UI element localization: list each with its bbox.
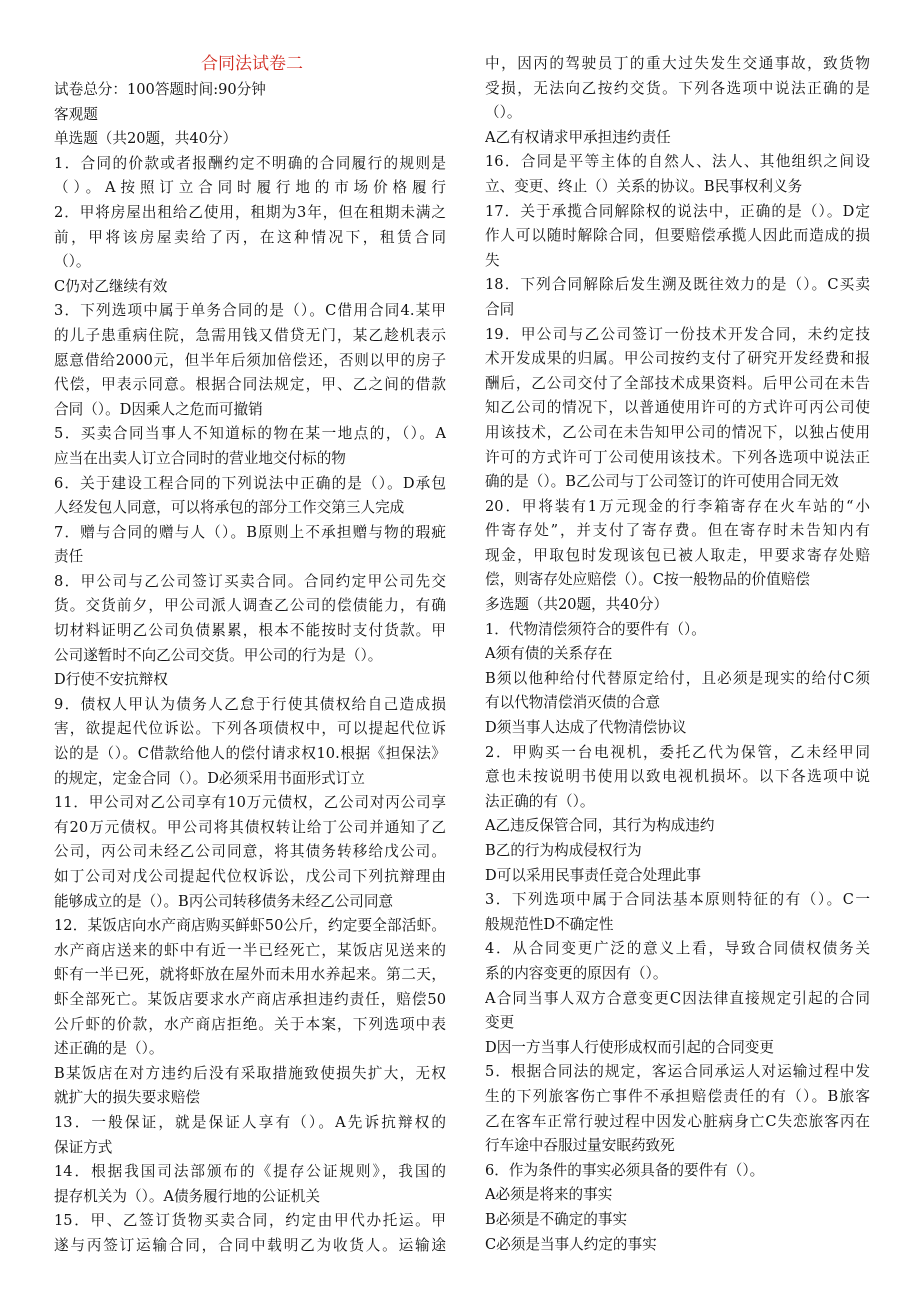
text-line: 人经发包人同意，可以将承包的部分工作交第三人完成 xyxy=(54,499,405,517)
right-column xyxy=(485,52,870,1257)
text-line: 12．某饭店向水产商店购买鲜虾50公斤，约定要全部活虾。 xyxy=(54,917,446,935)
text-line: 合同（）。D因乘人之危而可撤销 xyxy=(54,400,263,418)
text-line: 客观题 xyxy=(54,105,98,123)
text-line: 1．代物清偿须符合的要件有（）。 xyxy=(485,620,706,638)
text-line: 作人可以随时解除合同，但要赔偿承揽人因此而造成的损 xyxy=(485,227,870,245)
text-line: 确的是（）。B乙公司与丁公司签订的许可使用合同无效 xyxy=(485,473,839,491)
text-line: 系的内容变更的原因有（）。 xyxy=(485,964,668,982)
text-line: 件寄存处”，并支付了寄存费。但在寄存时未告知内有 xyxy=(485,522,870,540)
text-line: 公司遂暂时不向乙公司交货。甲公司的行为是（）。 xyxy=(54,646,383,664)
text-line: 责任 xyxy=(54,548,84,566)
text-line: 中，因丙的驾驶员丁的重大过失发生交通事故，致货物 xyxy=(485,55,870,72)
text-line: 2．甲将房屋出租给乙使用，租期为3年，但在租期未满之 xyxy=(54,203,446,221)
text-line: 多选题（共20题，共40分） xyxy=(485,596,669,614)
text-line: 合同 xyxy=(485,300,515,318)
text-line: 货。交货前夕，甲公司派人调查乙公司的偿债能力，有确 xyxy=(54,597,446,615)
text-line: 法正确的有（）。 xyxy=(485,792,595,810)
text-line: 术开发成果的归属。甲公司按约支付了研究开发经费和报 xyxy=(485,350,870,368)
text-line: 能够成立的是（）。B丙公司转移债务未经乙公司同意 xyxy=(54,892,394,910)
text-line: B某饭店在对方违约后没有采取措施致使损失扩大，无权 xyxy=(54,1064,446,1082)
text-line: 的规定，定金合同（）。D必须采用书面形式订立 xyxy=(54,769,365,787)
text-line: （）。 xyxy=(485,104,522,122)
text-line: A乙违反保管合同，其行为构成违约 xyxy=(485,817,715,835)
text-line: （）。A按照订立合同时履行地的市场价格履行 xyxy=(54,179,446,197)
text-line: D可以采用民事责任竞合处理此事 xyxy=(485,866,702,884)
text-line: 保证方式 xyxy=(54,1138,113,1156)
text-line: 5．根据合同法的规定，客运合同承运人对运输过程中发 xyxy=(485,1063,870,1081)
text-line: 14．根据我国司法部颁布的《提存公证规则》，我国的 xyxy=(54,1163,446,1181)
text-line: 水产商店送来的虾中有近一半已经死亡，某饭店见送来的 xyxy=(54,941,446,959)
text-line: 提存机关为（）。A债务履行地的公证机关 xyxy=(54,1187,320,1205)
text-line: 现金，甲取包时发现该包已被人取走，甲要求寄存处赔 xyxy=(485,546,870,564)
text-line: 愿意借给2000元，但半年后须加倍偿还，否则以甲的房子 xyxy=(54,351,446,369)
text-line: 19．甲公司与乙公司签订一份技术开发合同，未约定技 xyxy=(485,325,870,343)
text-line: 单选题（共20题，共40分） xyxy=(54,130,238,148)
text-line: 失 xyxy=(485,251,500,269)
text-line: 1．合同的价款或者报酬约定不明确的合同履行的规则是 xyxy=(54,154,446,172)
text-line: 的儿子患重病住院，急需用钱又借贷无门，某乙趁机表示 xyxy=(54,326,446,344)
text-line: D须当事人达成了代物清偿协议 xyxy=(485,719,687,737)
text-line: 乙在客车正常行驶过程中因发心脏病身亡C失恋旅客丙在 xyxy=(485,1112,870,1130)
text-line: 2．甲购买一台电视机，委托乙代为保管，乙未经甲同 xyxy=(485,743,870,761)
text-line: 代偿，甲表示同意。根据合同法规定，甲、乙之间的借款 xyxy=(54,376,446,394)
text-line: 3．下列选项中属于合同法基本原则特征的有（）。C一 xyxy=(485,891,870,909)
text-line: 变更 xyxy=(485,1014,515,1032)
text-line: B乙的行为构成侵权行为 xyxy=(485,842,642,859)
text-line: 行车途中吞服过量安眠药致死 xyxy=(485,1137,675,1155)
text-line: 9．债权人甲认为债务人乙怠于行使其债权给自己造成损 xyxy=(54,695,446,713)
text-line: 公斤虾的价款，水产商店拒绝。关于本案，下列选项中表 xyxy=(54,1015,446,1033)
text-line: 知乙公司的情况下，以普通使用许可的方式许可丙公司使 xyxy=(485,399,870,417)
text-line: A须有债的关系存在 xyxy=(485,645,613,663)
text-line: 18．下列合同解除后发生溯及既往效力的是（）。C买卖 xyxy=(485,276,870,294)
text-line: 6．作为条件的事实必须具备的要件有（）。 xyxy=(485,1161,765,1179)
text-line: 6．关于建设工程合同的下列说法中正确的是（）。D承包 xyxy=(54,474,446,492)
text-line: 用该技术，乙公司在未告知甲公司的情况下，以独占使用 xyxy=(485,423,870,441)
text-line: 虾有一半已死，就将虾放在屋外而未用水养起来。第二天， xyxy=(54,966,446,984)
text-line: C仍对乙继续有效 xyxy=(54,277,168,295)
text-line: 7．赠与合同的赠与人（）。B原则上不承担赠与物的瑕疵 xyxy=(54,523,446,541)
text-line: 有以代物清偿消灭债的合意 xyxy=(485,694,661,712)
text-line: 11．甲公司对乙公司享有10万元债权，乙公司对丙公司享 xyxy=(54,794,446,812)
text-line: 15．甲、乙签订货物买卖合同，约定由甲代办托运。甲 xyxy=(54,1212,446,1230)
text-line: 前，甲将该房屋卖给了丙，在这种情况下，租赁合同 xyxy=(54,228,446,246)
text-line: A合同当事人双方合意变更C因法律直接规定引起的合同 xyxy=(485,989,870,1007)
text-line: 试卷总分：100答题时间:90分钟 xyxy=(54,81,266,98)
text-line: 虾全部死亡。某饭店要求水产商店承担违约责任，赔偿50 xyxy=(54,990,446,1008)
text-line: 20．甲将装有1万元现金的行李箱寄存在火车站的“小 xyxy=(485,497,870,515)
left-column xyxy=(54,52,446,1259)
text-line: 如丁公司对戊公司提起代位权诉讼，戊公司下列抗辩理由 xyxy=(54,868,446,885)
text-line: 4．从合同变更广泛的意义上看，导致合同债权债务关 xyxy=(485,940,870,958)
text-line: 遂与丙签订运输合同，合同中载明乙为收货人。运输途 xyxy=(54,1236,446,1254)
text-line: B须以他种给付代替原定给付，且必须是现实的给付C须 xyxy=(485,669,870,687)
text-line: 公司，丙公司未经乙公司同意，将其债务转移给戊公司。 xyxy=(54,843,446,861)
text-line: （）。 xyxy=(54,253,91,271)
text-line: 许可的方式许可丁公司使用该技术。下列各选项中说法正 xyxy=(485,448,870,466)
document-title: 合同法试卷二 xyxy=(201,54,303,74)
text-line: 述正确的是（）。 xyxy=(54,1040,164,1058)
text-line: 17．关于承揽合同解除权的说法中，正确的是（）。D定 xyxy=(485,202,870,220)
text-line: 立、变更、终止（）关系的协议。B民事权利义务 xyxy=(485,177,803,195)
text-line: A必须是将来的事实 xyxy=(485,1186,613,1204)
text-line: 就扩大的损失要求赔偿 xyxy=(54,1089,200,1107)
text-line: 16．合同是平等主体的自然人、法人、其他组织之间设 xyxy=(485,153,870,171)
text-line: D因一方当事人行使形成权而引起的合同变更 xyxy=(485,1038,774,1056)
text-line: 生的下列旅客伤亡事件不承担赔偿责任的有（）。B旅客 xyxy=(485,1087,870,1105)
text-line: 受损，无法向乙按约交货。下列各选项中说法正确的是 xyxy=(485,79,870,97)
text-line: B必须是不确定的事实 xyxy=(485,1210,628,1228)
text-line: 讼的是（）。C借款给他人的偿付请求权10.根据《担保法》 xyxy=(54,745,446,763)
text-line: D行使不安抗辩权 xyxy=(54,671,168,689)
text-line: 偿，则寄存处应赔偿（）。C按一般物品的价值赔偿 xyxy=(485,571,810,589)
text-line: 害，欲提起代位诉讼。下列各项债权中，可以提起代位诉 xyxy=(54,720,446,738)
text-line: A乙有权请求甲承担违约责任 xyxy=(485,128,671,146)
text-line: 8．甲公司与乙公司签订买卖合同。合同约定甲公司先交 xyxy=(54,572,446,590)
text-line: 3．下列选项中属于单务合同的是（）。C借用合同4.某甲 xyxy=(54,302,446,320)
text-line: 意也未按说明书使用以致电视机损坏。以下各选项中说 xyxy=(485,768,870,786)
text-line: 有20万元债权。甲公司将其债权转让给丁公司并通知了乙 xyxy=(54,818,446,836)
text-line: 5．买卖合同当事人不知道标的物在某一地点的，（）。A xyxy=(54,425,446,443)
text-line: 应当在出卖人订立合同时的营业地交付标的物 xyxy=(54,449,346,467)
text-line: 切材料证明乙公司负债累累，根本不能按时支付货款。甲 xyxy=(54,622,446,640)
text-line: 酬后，乙公司交付了全部技术成果资料。后甲公司在未告 xyxy=(485,374,870,392)
text-line: 13．一般保证，就是保证人享有（）。A先诉抗辩权的 xyxy=(54,1113,446,1131)
text-line: C必须是当事人约定的事实 xyxy=(485,1235,657,1253)
text-line: 般规范性D不确定性 xyxy=(485,915,614,933)
